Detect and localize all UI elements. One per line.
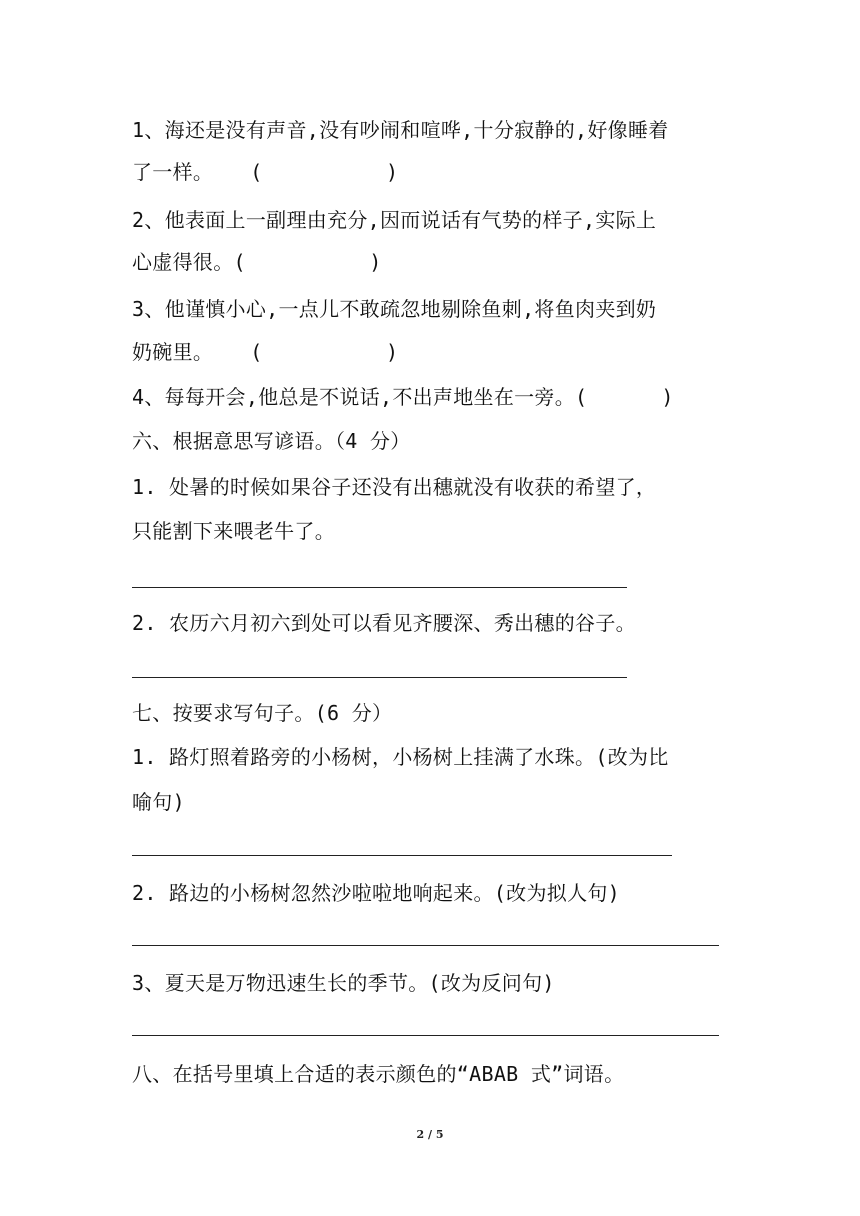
q6-item-1-line-1: 1. 处暑的时候如果谷子还没有出穗就没有收获的希望了， — [132, 475, 657, 499]
q5-item-3-line-1: 3、他谨慎小心,一点儿不敢疏忽地剔除鱼刺,将鱼肉夹到奶 — [132, 297, 657, 321]
q6-item-1-line-2: 只能割下来喂老牛了。 — [132, 519, 335, 543]
answer-line-q7-3[interactable] — [132, 1035, 719, 1036]
answer-line-q7-2[interactable] — [132, 945, 719, 946]
q5-item-3-line-2: 奶碗里。 ( ) — [132, 340, 399, 364]
q5-item-4-line-1: 4、每每开会,他总是不说话,不出声地坐在一旁。( ) — [132, 385, 674, 409]
q5-item-2-line-2: 心虚得很。( ) — [132, 250, 382, 274]
q5-item-1-line-2: 了一样。 ( ) — [132, 160, 399, 184]
q7-item-1-line-2: 喻句) — [132, 790, 185, 814]
answer-line-q6-1[interactable] — [132, 587, 627, 588]
q7-item-2-line-1: 2. 路边的小杨树忽然沙啦啦地响起来。(改为拟人句) — [132, 881, 621, 905]
section-8-title: 八、在括号里填上合适的表示颜色的“ABAB 式”词语。 — [132, 1062, 625, 1086]
q6-item-2-line-1: 2. 农历六月初六到处可以看见齐腰深、秀出穗的谷子。 — [132, 611, 636, 635]
answer-line-q7-1[interactable] — [132, 855, 672, 856]
section-7-title: 七、按要求写句子。(6 分） — [132, 701, 393, 725]
section-6-title: 六、根据意思写谚语。（4 分） — [132, 429, 411, 453]
q7-item-3-line-1: 3、夏天是万物迅速生长的季节。(改为反问句) — [132, 971, 555, 995]
q5-item-2-line-1: 2、他表面上一副理由充分,因而说话有气势的样子,实际上 — [132, 208, 657, 232]
q5-item-1-line-1: 1、海还是没有声音,没有吵闹和喧哗,十分寂静的,好像睡着 — [132, 118, 669, 142]
answer-line-q6-2[interactable] — [132, 677, 627, 678]
q7-item-1-line-1: 1. 路灯照着路旁的小杨树，小杨树上挂满了水珠。(改为比 — [132, 745, 669, 769]
page-number: 2 / 5 — [416, 1128, 444, 1141]
